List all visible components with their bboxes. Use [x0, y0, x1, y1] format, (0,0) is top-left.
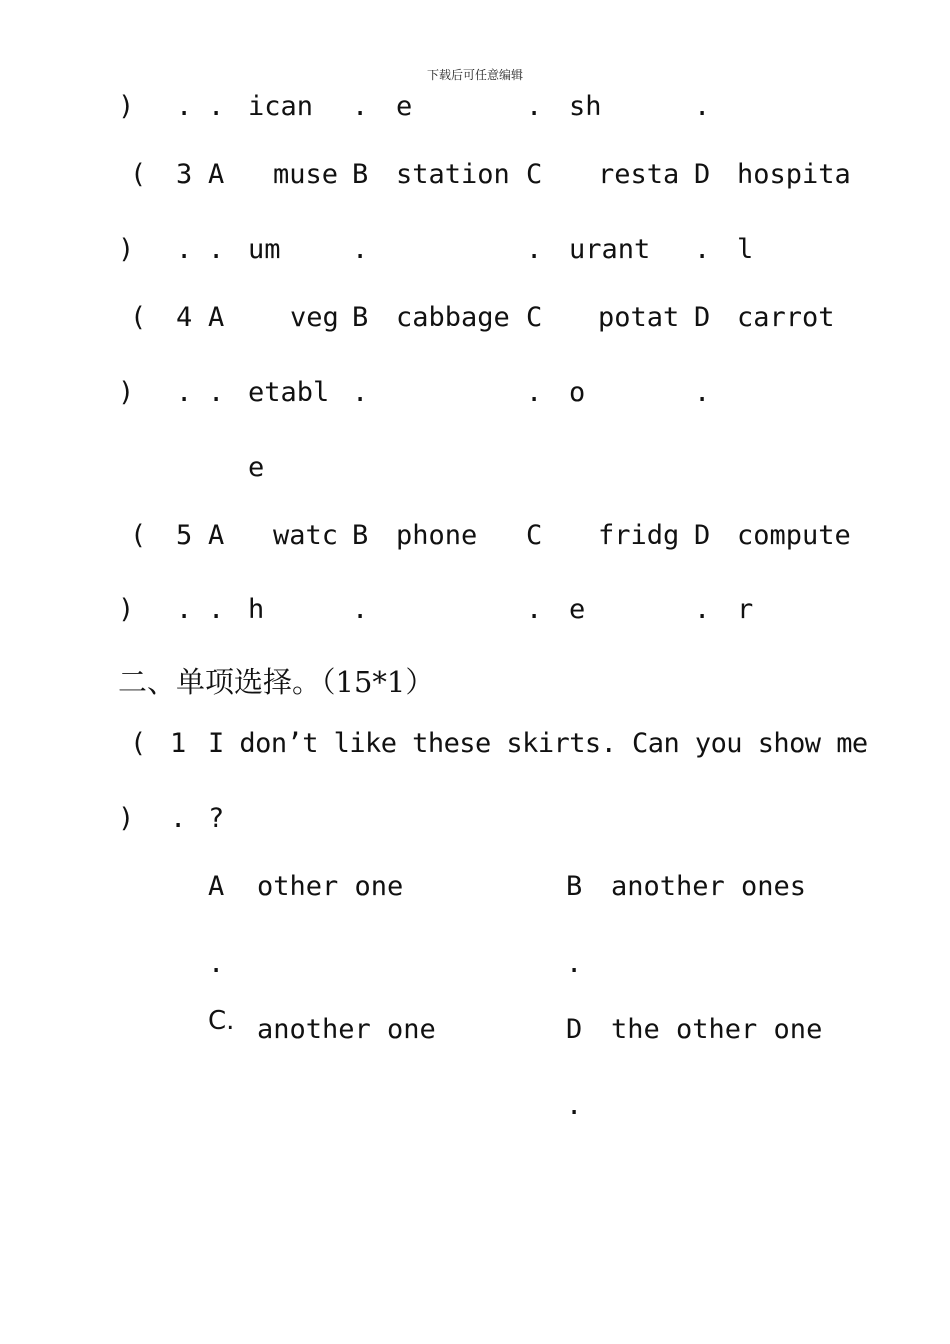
- option-d-label: D: [694, 159, 711, 190]
- option-b-text: e: [396, 91, 413, 122]
- option-c-text: fridg: [598, 520, 680, 551]
- option-d-label: D: [694, 520, 711, 551]
- option-a-text: other one: [257, 871, 404, 902]
- dot: .: [694, 377, 711, 408]
- dot: .: [176, 91, 193, 122]
- option-a-label: A: [208, 302, 225, 333]
- dot: .: [526, 377, 543, 408]
- option-c-text: resta: [598, 159, 680, 190]
- option-b-text: station: [396, 159, 510, 190]
- dot: .: [170, 803, 187, 834]
- dot: .: [208, 594, 225, 625]
- paren-close: ): [118, 594, 135, 625]
- option-b-label: B: [566, 871, 583, 902]
- option-c-text-cont: o: [569, 377, 586, 408]
- option-c-label: C: [526, 159, 543, 190]
- dot: .: [566, 1090, 583, 1121]
- option-c-text-cont: urant: [569, 234, 651, 265]
- question-number: 4: [176, 302, 193, 333]
- dot: .: [208, 91, 225, 122]
- section-title: 二、单项选择。（15*1）: [118, 665, 435, 699]
- option-b-label: B: [352, 520, 369, 551]
- option-c-text: potat: [598, 302, 680, 333]
- dot: .: [566, 948, 583, 979]
- option-c-text: another one: [257, 1014, 436, 1045]
- option-a-text-cont: etabl: [248, 377, 330, 408]
- dot: .: [526, 594, 543, 625]
- option-d-text: carrot: [737, 302, 835, 333]
- question-number: 3: [176, 159, 193, 190]
- paren-open: (: [130, 728, 147, 759]
- dot: .: [694, 91, 711, 122]
- option-d-text: hospita: [737, 159, 851, 190]
- dot: .: [352, 91, 369, 122]
- option-b-text: phone: [396, 520, 478, 551]
- page-header: 下载后可任意编辑: [426, 68, 523, 82]
- option-d-label: D: [566, 1014, 583, 1045]
- option-b-label: B: [352, 159, 369, 190]
- dot: .: [352, 377, 369, 408]
- option-d-text: compute: [737, 520, 851, 551]
- dot: .: [208, 234, 225, 265]
- dot: .: [176, 377, 193, 408]
- dot: .: [176, 594, 193, 625]
- dot: .: [208, 377, 225, 408]
- option-d-label: D: [694, 302, 711, 333]
- dot: .: [694, 234, 711, 265]
- option-a-text: ican: [248, 91, 314, 122]
- option-b-text: another ones: [611, 871, 807, 902]
- option-d-text: the other one: [611, 1014, 823, 1045]
- option-d-text-cont: l: [737, 234, 754, 265]
- option-b-text: cabbage: [396, 302, 510, 333]
- dot: .: [694, 594, 711, 625]
- option-b-label: B: [352, 302, 369, 333]
- dot: .: [526, 91, 543, 122]
- question-mark: ?: [208, 803, 225, 834]
- option-c-label: C.: [208, 1006, 235, 1036]
- option-a-text-cont: e: [248, 452, 265, 483]
- option-a-text: watc: [273, 520, 339, 551]
- paren-close: ): [118, 377, 135, 408]
- paren-open: (: [130, 302, 147, 333]
- option-c-text: sh: [569, 91, 602, 122]
- option-a-text-cont: um: [248, 234, 281, 265]
- option-a-label: A: [208, 520, 225, 551]
- option-c-label: C: [526, 520, 543, 551]
- dot: .: [208, 948, 225, 979]
- dot: .: [176, 234, 193, 265]
- question-number: 5: [176, 520, 193, 551]
- option-a-text: muse: [273, 159, 339, 190]
- paren-open: (: [130, 520, 147, 551]
- option-c-text-cont: e: [569, 594, 586, 625]
- option-c-label: C: [526, 302, 543, 333]
- dot: .: [526, 234, 543, 265]
- question-number: 1: [170, 728, 187, 759]
- paren-open: (: [130, 159, 147, 190]
- option-a-text: veg: [290, 302, 339, 333]
- option-a-label: A: [208, 159, 225, 190]
- option-a-label: A: [208, 871, 225, 902]
- paren-close: ): [118, 803, 135, 834]
- dot: .: [352, 234, 369, 265]
- question-text: I don’t like these skirts. Can you show me: [208, 728, 868, 759]
- option-a-text-cont: h: [248, 594, 265, 625]
- dot: .: [352, 594, 369, 625]
- option-d-text-cont: r: [737, 594, 754, 625]
- paren-close: ): [118, 234, 135, 265]
- paren-close: ): [118, 91, 135, 122]
